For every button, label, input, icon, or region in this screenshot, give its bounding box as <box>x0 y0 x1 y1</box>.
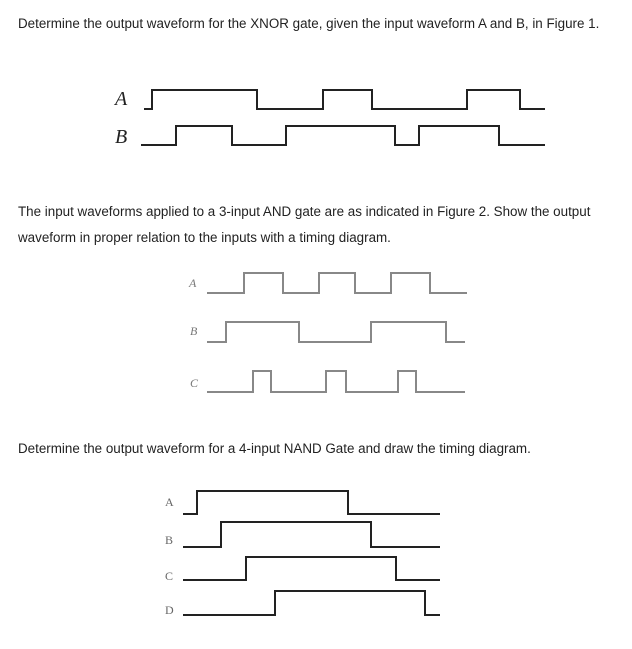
figure-2-waveform-b <box>207 322 465 342</box>
figure-3-waveform-a <box>183 491 440 514</box>
figure-1-label-b: B <box>115 126 128 148</box>
question-3-text: Determine the output waveform for a 4-input NAND Gate and draw the timing diagram. <box>18 441 531 456</box>
figure-1-waveform-a <box>144 90 545 109</box>
figure-3-label-c: C <box>165 569 174 583</box>
figure-2-label-c: C <box>190 376 199 390</box>
figure-2-waveform-c <box>207 371 465 392</box>
question-1-text: Determine the output waveform for the XNOR gate, given the input waveform A and B, in Figure 1. <box>18 16 600 31</box>
figure-3-waveform-b <box>183 522 440 547</box>
figure-3-label-a: A <box>165 495 174 509</box>
figure-2-waveform-a <box>207 273 467 293</box>
question-2-text: The input waveforms applied to a 3-input AND gate are as indicated in Figure 2. Show the output waveform in proper relation to the inputs with a timing diagram. <box>18 204 591 245</box>
figure-3-label-d: D <box>165 603 174 617</box>
figure-3-waveform-c <box>183 557 440 580</box>
figure-3-label-b: B <box>165 533 174 547</box>
figure-1-label-a: A <box>115 88 128 110</box>
figure-3-waveform-d <box>183 591 440 615</box>
figure-2-label-b: B <box>190 324 198 338</box>
figure-1-waveform-b <box>141 126 545 145</box>
figure-2-label-a: A <box>189 276 197 290</box>
